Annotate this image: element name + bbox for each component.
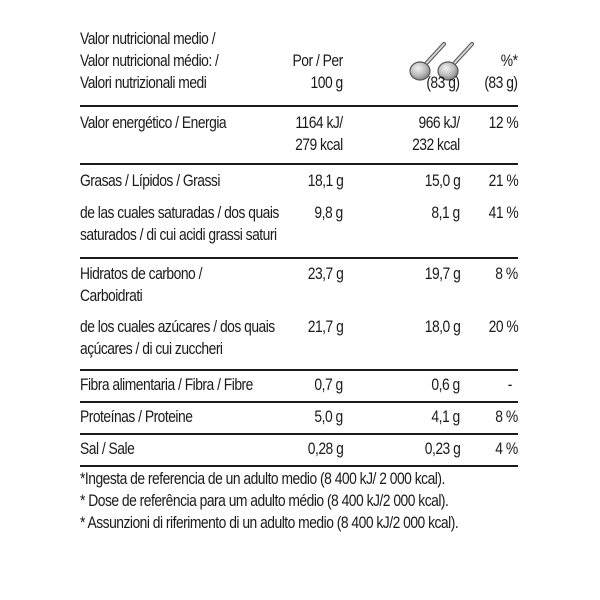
row-percent — [488, 112, 518, 134]
row-label-line: Valor energético / Energia — [80, 114, 227, 132]
row-per100 — [307, 170, 343, 192]
row-label — [80, 112, 226, 134]
header-per100 — [293, 50, 343, 94]
value: 8,1 g — [431, 204, 460, 222]
row-percent — [488, 316, 518, 338]
row-label — [80, 438, 134, 460]
value: 4,1 g — [431, 408, 460, 426]
value: 20 % — [488, 318, 518, 336]
row-percent — [496, 406, 518, 428]
row-portion — [432, 374, 460, 396]
row-label-line: de las cuales saturadas / dos quais — [80, 204, 279, 222]
header-title-line: Valor nutricional medio / — [80, 30, 216, 48]
value: 0,6 g — [431, 376, 460, 394]
row-label — [80, 316, 275, 360]
divider — [80, 465, 518, 467]
value: 5,0 g — [314, 408, 343, 426]
divider — [80, 105, 518, 107]
value: 18,1 g — [307, 172, 343, 190]
value: - — [507, 376, 512, 394]
row-per100 — [295, 112, 343, 156]
row-per100 — [307, 316, 343, 338]
footnote: *Ingesta de referencia de un adulto medio (8 400 kJ/ 2 000 kcal). — [80, 470, 445, 488]
value: 0,23 g — [424, 440, 460, 458]
row-portion — [424, 263, 460, 285]
row-per100 — [307, 263, 343, 285]
row-percent — [488, 202, 518, 224]
row-label-line: Sal / Sale — [80, 440, 135, 458]
row-label — [80, 202, 279, 246]
header-title — [80, 28, 218, 94]
row-per100 — [315, 406, 343, 428]
value: 21 % — [488, 172, 518, 190]
row-percent — [508, 374, 512, 396]
row-per100 — [307, 438, 343, 460]
value: 8 % — [495, 408, 518, 426]
divider — [80, 433, 518, 435]
value: 232 kcal — [412, 136, 460, 154]
value: 12 % — [488, 114, 518, 132]
row-portion — [412, 112, 460, 156]
row-percent — [496, 438, 518, 460]
header-per100-line: Por / Per — [292, 52, 343, 70]
footnote: * Assunzioni di riferimento di un adulto medio (8 400 kJ/2 000 kcal). — [80, 514, 459, 532]
header-percent-line: %* — [501, 52, 518, 70]
footnotes — [80, 468, 458, 534]
value: 19,7 g — [424, 265, 460, 283]
value: 9,8 g — [314, 204, 343, 222]
footnote: * Dose de referência para um adulto médio (8 400 kJ/2 000 kcal). — [80, 492, 449, 510]
row-label-line: Proteínas / Proteine — [80, 408, 193, 426]
value: 18,0 g — [424, 318, 460, 336]
row-percent — [496, 263, 518, 285]
row-label-line: açúcares / di cui zuccheri — [80, 340, 223, 358]
row-label — [80, 374, 253, 396]
value: 21,7 g — [307, 318, 343, 336]
value: 8 % — [495, 265, 518, 283]
value: 41 % — [488, 204, 518, 222]
row-label — [80, 170, 220, 192]
value: 23,7 g — [307, 265, 343, 283]
row-label-line: Hidratos de carbono / — [80, 265, 202, 283]
row-portion — [432, 202, 460, 224]
divider — [80, 163, 518, 165]
header-percent — [485, 50, 518, 94]
value: 0,7 g — [314, 376, 343, 394]
header-title-line: Valor nutricional médio: / — [80, 52, 219, 70]
value: 966 kJ/ — [418, 114, 460, 132]
value: 1164 kJ/ — [295, 114, 343, 132]
divider — [80, 257, 518, 259]
row-per100 — [315, 202, 343, 224]
value: 0,28 g — [307, 440, 343, 458]
row-per100 — [315, 374, 343, 396]
row-percent — [488, 170, 518, 192]
row-label-line: Fibra alimentaria / Fibra / Fibre — [80, 376, 253, 394]
divider — [80, 369, 518, 371]
header-portion-label: (83 g) — [426, 74, 460, 92]
row-label — [80, 406, 192, 428]
row-label-line: Grasas / Lípidos / Grassi — [80, 172, 220, 190]
value: 15,0 g — [424, 172, 460, 190]
row-label-line: saturados / di cui acidi grassi saturi — [80, 226, 277, 244]
row-label — [80, 263, 202, 307]
row-portion — [432, 406, 460, 428]
header-portion — [427, 72, 460, 94]
value: 279 kcal — [295, 136, 343, 154]
divider — [80, 401, 518, 403]
header-title-line: Valori nutrizionali medi — [80, 74, 207, 92]
row-label-line: Carboidrati — [80, 287, 143, 305]
row-portion — [424, 170, 460, 192]
value: 4 % — [495, 440, 518, 458]
row-portion — [424, 438, 460, 460]
row-portion — [424, 316, 460, 338]
row-label-line: de los cuales azúcares / dos quais — [80, 318, 275, 336]
header-per100-line: 100 g — [310, 74, 343, 92]
header-percent-line: (83 g) — [484, 74, 518, 92]
